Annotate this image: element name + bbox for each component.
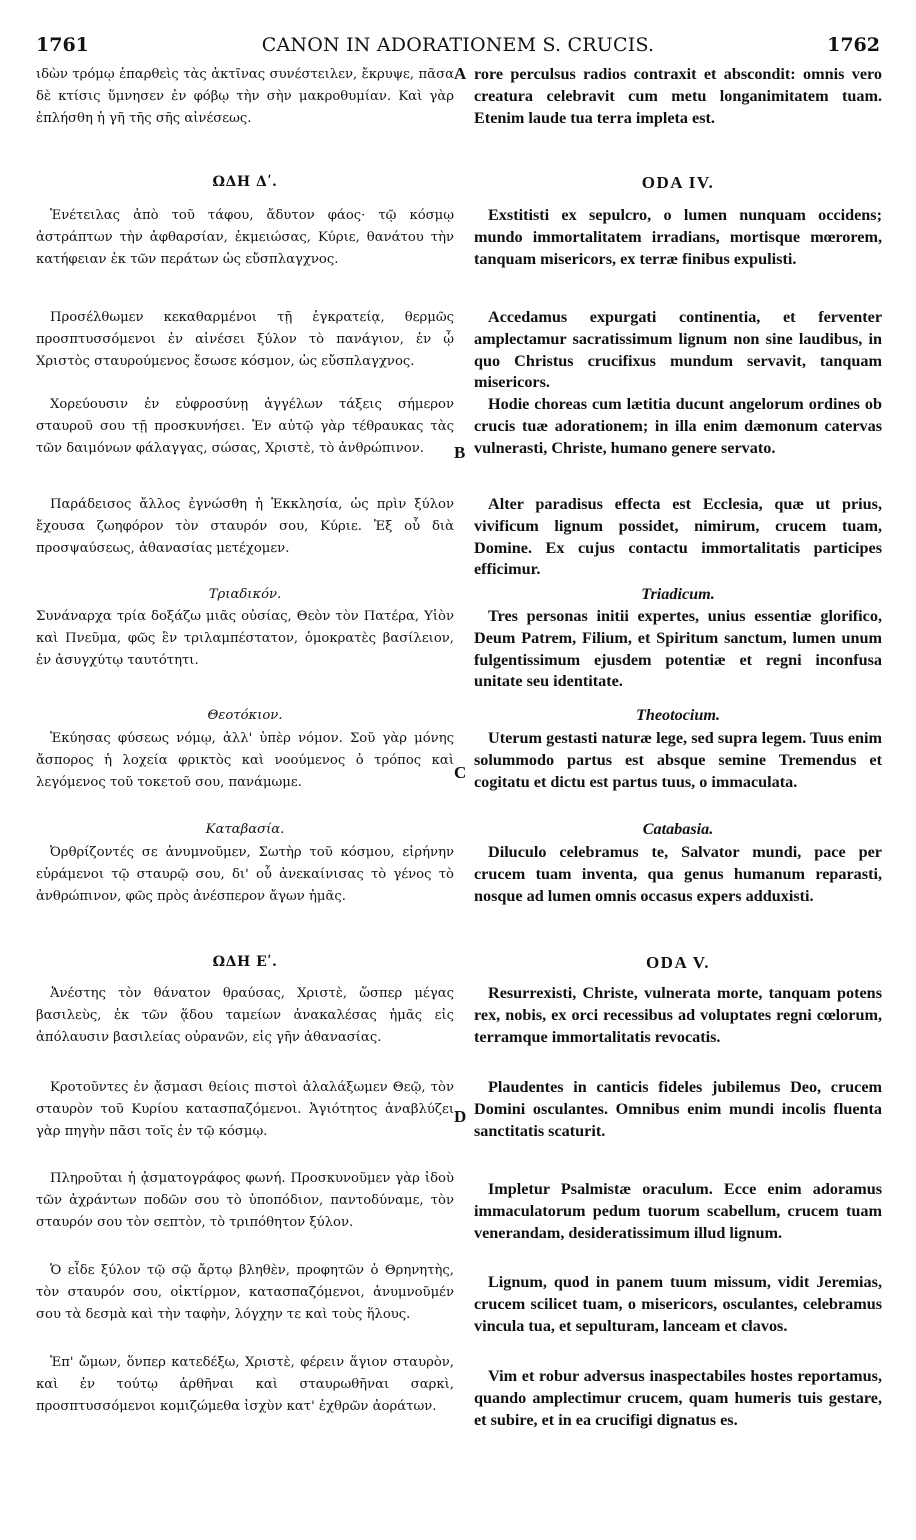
latin-theotocium-heading: Theotocium. bbox=[635, 706, 721, 724]
latin-triadicum: Tres personas initii expertes, unius essentiæ glorifico, Deum Patrem, Filium, et Spiritum sanctum, lumen unum fulgentissimum ejusdem potentiæ et regni inconfusa unitate seu identitate. bbox=[474, 607, 882, 691]
greek-ode4-paragraph-4: Παράδεισος ἄλλος ἐγνώσθη ἡ Ἐκκλησία, ὡς πρὶν ξύλον ἔχουσα ζωηφόρον τὸν σταυρόν σου, Κύριε. Ἐξ οὗ διὰ προσψαύσεως, ἀθανασίας μετέχομεν. bbox=[36, 497, 454, 556]
greek-ode5-paragraph-4: Ὁ εἶδε ξύλον τῷ σῷ ἄρτῳ βληθὲν, προφητῶν ὁ Θρηνητὴς, τὸν σταυρόν σου, οἰκτίρμον, κατασπαζόμενοι, ἀνυμνοῦμέν σου τὰ δεσμὰ καὶ τὴν ταφὴν, λόγχην τε καὶ τοὺς ἥλους. bbox=[36, 1263, 454, 1322]
latin-ode5-paragraph-4: Lignum, quod in panem tuum missum, vidit Jeremias, crucem scilicet tuam, o misericors, osculantes, celebramus vincula tua, et sepulturam, lanceam et clavos. bbox=[474, 1273, 882, 1335]
running-title: CANON IN ADORATIONEM S. CRUCIS. bbox=[261, 34, 655, 56]
greek-katabasia-heading: Καταβασία. bbox=[205, 822, 285, 837]
greek-katabasia: Ὀρθρίζοντές σε ἀνυμνοῦμεν, Σωτὴρ τοῦ κόσμου, εἰρήνην εὑράμενοι τῷ σταυρῷ σου, δι' οὗ ἀνεκαίνισας τὸ γένος τὸ ἀνθρώπινον, φῶς πρὸς ἀνέσπερον ἄγων ἡμᾶς. bbox=[36, 845, 454, 904]
greek-triadikon-heading: Τριαδικόν. bbox=[208, 587, 282, 602]
greek-ode4-paragraph-2: Προσέλθωμεν κεκαθαρμένοι τῇ ἐγκρατείᾳ, θερμῶς προσπτυσσόμενοι ἐν αἰνέσει ξύλον τὸ πανάγιον, ἐν ᾧ Χριστὸς σταυρούμενος ἔσωσε κόσμον, ὡς εὔσπλαγχνος. bbox=[36, 310, 454, 369]
latin-ode5-paragraph-2: Plaudentes in canticis fideles jubilemus Deo, crucem Domini osculantes. Omnibus enim mundi incolis fluenta sanctitatis scaturit. bbox=[474, 1078, 882, 1140]
latin-ode5-paragraph-3: Impletur Psalmistæ oraculum. Ecce enim adoramus immaculatorum pedum tuorum scabellum, crucem tuam venerandam, desideratissimum illud lignum. bbox=[474, 1180, 882, 1242]
latin-ode4-heading: ODA IV. bbox=[641, 173, 715, 192]
margin-letter-a: A bbox=[454, 64, 467, 83]
greek-ode5-paragraph-3: Πληροῦται ἡ ᾀσματογράφος φωνή. Προσκυνοῦμεν γὰρ ἰδοὺ τῶν ἀχράντων ποδῶν σου τὸ ὑποπόδιον, παντοδύναμε, τὸν σταυρόν σου τὸν σεπτὸν, τὸ τριπόθητον ξύλον. bbox=[36, 1171, 454, 1230]
page-number-right: 1762 bbox=[827, 34, 880, 56]
greek-ode5-paragraph-2: Κροτοῦντες ἐν ᾄσμασι θείοις πιστοὶ ἀλαλάξωμεν Θεῷ, τὸν σταυρὸν τοῦ Κυρίου κατασπαζόμενοι. Ἁγιότητος ἀναβλύζει γὰρ πηγὴν πᾶσι τοῖς ἐν τῷ κόσμῳ. bbox=[36, 1080, 454, 1139]
greek-ode5-paragraph-1: Ἀνέστης τὸν θάνατον θραύσας, Χριστὲ, ὥσπερ μέγας βασιλεὺς, ἐκ τῶν ᾅδου ταμείων ἀνακαλέσας ἡμᾶς εἰς ἀπόλαυσιν βασιλείας οὐρανῶν, εἰς γῆν ἀθανασίας. bbox=[36, 986, 454, 1045]
greek-triadikon: Συνάναρχα τρία δοξάζω μιᾶς οὐσίας, Θεὸν τὸν Πατέρα, Υἱὸν καὶ Πνεῦμα, φῶς ἓν τριλαμπέστατον, ὁμοκρατὲς βασίλειον, ἐν ἀσυγχύτῳ ταυτότητι. bbox=[36, 609, 454, 668]
greek-theotokion: Ἐκύησας φύσεως νόμῳ, ἀλλ' ὑπὲρ νόμον. Σοῦ γὰρ μόνης ἄσπορος ἡ λοχεία φρικτὸς καὶ νοούμενος ὁ τρόπος καὶ λεγόμενος τοῦ τοκετοῦ σου, πανάμωμε. bbox=[36, 731, 454, 790]
latin-theotocium: Uterum gestasti naturæ lege, sed supra legem. Tuus enim solummodo partus est absque semine Tremendus et cogitatu et dictu est partus tuus, o immaculata. bbox=[474, 729, 882, 791]
latin-ode4-paragraph-3: Hodie choreas cum lætitia ducunt angelorum ordines ob crucis tuæ adorationem; in illa enim dæmonum catervas vulnerasti, Christe, humano genere servato. bbox=[474, 395, 882, 457]
latin-ode4-paragraph-4: Alter paradisus effecta est Ecclesia, quæ ut prius, vivificum lignum possidet, nimirum, crucem tuam, Domine. Ex cujus contactu immortalitatis participes efficimur. bbox=[474, 495, 882, 579]
latin-intro: rore perculsus radios contraxit et abscondit: omnis vero creatura celebravit cum metu longanimitatem tuam. Etenim laude tua terra impleta est. bbox=[474, 65, 882, 127]
page-number-left: 1761 bbox=[36, 34, 89, 56]
margin-letter-b: B bbox=[454, 443, 466, 462]
margin-letter-d: D bbox=[454, 1107, 467, 1126]
greek-intro: ιδὼν τρόμῳ ἐπαρθεὶς τὰς ἀκτῖνας συνέστειλεν, ἔκρυψε, πᾶσα δὲ κτίσις ὕμνησεν ἐν φόβῳ τὴν σὴν μακροθυμίαν. Καὶ γὰρ ἐπλήσθη ἡ γῆ τῆς σῆς αἰνέσεως. bbox=[36, 67, 454, 126]
latin-ode4-paragraph-1: Exstitisti ex sepulcro, o lumen nunquam occidens; mundo immortalitatem irradians, mortisque mœrorem, tanquam misericors, ex terræ finibus expulisti. bbox=[474, 206, 882, 268]
margin-letter-c: C bbox=[454, 763, 467, 782]
latin-ode5-paragraph-5: Vim et robur adversus inaspectabiles hostes reportamus, quando amplectimur crucem, quam humeris tuis gestare, et subire, et in ea crucifigi dignatus es. bbox=[474, 1367, 882, 1429]
greek-ode4-paragraph-1: Ἐνέτειλας ἀπὸ τοῦ τάφου, ἄδυτον φάος· τῷ κόσμῳ ἀστράπτων τὴν ἀφθαρσίαν, ἐκμειώσας, Κύριε, θανάτου τὴν κατήφειαν ἐκ τῶν περάτων ὡς εὔσπλαγχνος. bbox=[36, 208, 454, 267]
greek-ode4-paragraph-3: Χορεύουσιν ἐν εὐφροσύνῃ ἀγγέλων τάξεις σήμερον σταυροῦ σου τῇ προσκυνήσει. Ἐν αὐτῷ γὰρ τέθραυκας τὰς τῶν δαιμόνων φάλαγγας, σώσας, Χριστὲ, τὸ ἀνθρώπινον. bbox=[36, 397, 454, 456]
greek-ode4-heading: ΩΔΗ Δʹ. bbox=[212, 174, 278, 190]
running-header bbox=[36, 34, 880, 62]
latin-catabasia: Diluculo celebramus te, Salvator mundi, pace per crucem tuam inventa, qua genus humanum reparasti, nosque ad lumen omnis occasus expers adduxisti. bbox=[474, 843, 882, 905]
latin-triadicum-heading: Triadicum. bbox=[641, 585, 715, 603]
greek-ode5-heading: ΩΔΗ Εʹ. bbox=[212, 954, 278, 970]
latin-catabasia-heading: Catabasia. bbox=[642, 820, 714, 838]
latin-ode4-paragraph-2: Accedamus expurgati continentia, et ferventer amplectamur sacratissimum lignum non sine laudibus, in quo Christus crucifixus mundum servavit, tanquam misericors. bbox=[474, 308, 882, 392]
latin-ode5-paragraph-1: Resurrexisti, Christe, vulnerata morte, tanquam potens rex, nobis, ex orci recessibus ad voluptates regni cœlorum, terramque immortalitatis revocatis. bbox=[474, 984, 882, 1046]
greek-ode5-paragraph-5: Ἐπ' ὤμων, ὅνπερ κατεδέξω, Χριστὲ, φέρειν ἅγιον σταυρὸν, καὶ ἐν τούτῳ ἀρθῆναι καὶ σταυρωθῆναι σαρκὶ, προσπτυσσόμενοι κομιζώμεθα ἰσχὺν κατ' ἐχθρῶν ἀοράτων. bbox=[36, 1355, 454, 1414]
greek-theotokion-heading: Θεοτόκιον. bbox=[207, 708, 283, 723]
latin-ode5-heading: ODA V. bbox=[645, 953, 711, 972]
